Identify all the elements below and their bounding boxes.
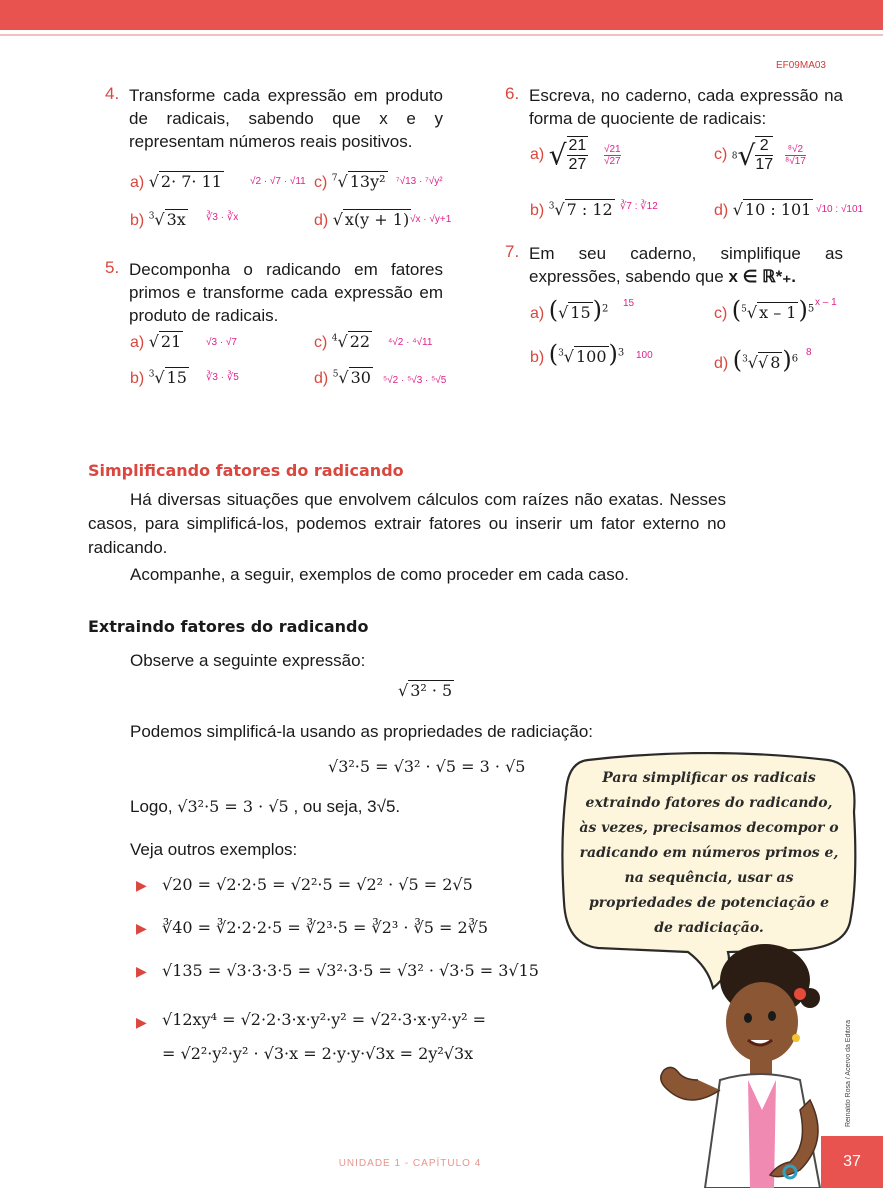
radicand: 2· 7· 11 [160, 172, 222, 191]
ex5-answer-d: ⁵√2 · ⁵√3 · ⁵√5 [383, 375, 447, 386]
teacher-icon [650, 940, 850, 1188]
answer-denominator: ⁸√17 [785, 156, 806, 167]
bullet-arrow-icon: ▶ [136, 920, 147, 936]
top-banner [0, 0, 883, 30]
radicand: x – 1 [759, 303, 797, 322]
ex4-answer-a: √2 · √7 · √11 [250, 176, 306, 187]
radicand: 8 [770, 353, 781, 372]
numerator: 21 [568, 137, 587, 154]
root-index: 4 [331, 333, 338, 344]
root-index: 3 [148, 211, 155, 222]
podemos-text: Podemos simplificá-la usando as propriedades de radiciação: [130, 722, 594, 741]
item-label: b) [130, 212, 145, 229]
radicand: 3² · 5 [410, 681, 453, 700]
logo-suffix: , ou seja, 3√5. [293, 797, 401, 816]
teacher-illustration [650, 940, 850, 1188]
item-label: d) [714, 355, 729, 372]
ex5-item-a: a) √ 21 [130, 332, 182, 351]
exercise-text [529, 242, 843, 288]
exercise-7 [505, 242, 845, 292]
denominator: 17 [755, 156, 774, 173]
ex4-answer-b: ∛3 · ∛x [206, 212, 239, 223]
item-label: a) [130, 174, 145, 191]
example-4-line-2: = √2²·y²·y² · √3·x = 2·y·y·√3x = 2y²√3x [162, 1044, 474, 1063]
ex7-item-d: d) ($^3$√√ 8)$^6$ [714, 346, 799, 374]
page-number: 37 [843, 1153, 861, 1170]
item-label: a) [530, 305, 545, 322]
radicand: 15 [570, 303, 591, 322]
exercise-text: Decomponha o radicando em fatores primos e transforme cada expressão em produto de radicais. [129, 260, 443, 325]
answer-numerator: √21 [604, 144, 621, 155]
radicand: 22 [349, 332, 371, 351]
root-index: 3 [558, 348, 564, 359]
ex7-answer-d: 8 [806, 347, 812, 358]
item-label: b) [130, 370, 145, 387]
item-label: c) [314, 334, 328, 351]
ex6-answer-c [785, 144, 806, 167]
item-label: b) [530, 349, 545, 366]
logo-expression: √3²·5 = 3 · √5 [177, 797, 289, 816]
ex5-answer-a: √3 · √7 [206, 337, 237, 348]
simplification-chain: √3²·5 = √3² · √5 = 3 · √5 [328, 757, 526, 776]
observe-text: Observe a seguinte expressão: [130, 651, 366, 670]
example-4-line-1: √12xy⁴ = √2·2·3·x·y²·y² = √2²·3·x·y²·y² = [162, 1010, 487, 1029]
radicand: x(y + 1) [344, 210, 410, 229]
ex6-item-b: b) $^3$√ 7 : 12 [530, 200, 613, 219]
speech-bubble-text: Para simplificar os radicais extraindo fatores do radicando, às vezes, precisamos decompor o radicando em números primos e, na sequência, usar as propriedades de potenciação e de radiciação. [579, 770, 839, 936]
radicand: 15 [166, 368, 187, 387]
radicand: 7 : 12 [566, 200, 613, 219]
item-label: b) [530, 202, 545, 219]
root-index: 3 [742, 354, 748, 365]
item-label: c) [714, 305, 728, 322]
ex6-item-c: c) $^8$√ $\frac{2}{17}$ [714, 137, 774, 173]
logo-line [130, 795, 400, 819]
ex4-item-c: c) $^7$√ 13y² [314, 172, 386, 191]
ex7-item-a: a) (√ 15)$^2$ [530, 296, 609, 324]
radicand: 100 [576, 347, 607, 366]
root-index: 3 [148, 369, 155, 380]
ex4-answer-c: ⁷√13 · ⁷√y² [396, 176, 443, 187]
section-paragraph-1: Há diversas situações que envolvem cálculos com raízes não exatas. Nesses casos, para simplificá-los, podemos extrair fatores ou inserir um fator externo no radicando. [88, 490, 726, 557]
item-label: d) [314, 212, 329, 229]
section-title: Simplificando fatores do radicando [88, 461, 404, 480]
item-label: d) [314, 370, 329, 387]
ex6-answer-b: ∛7 : ∛12 [620, 201, 658, 212]
radicand: 21 [160, 332, 182, 351]
ex4-item-a: a) √ 2· 7· 11 [130, 172, 222, 191]
exponent: 6 [791, 353, 799, 365]
exercise-text: Escreva, no caderno, cada expressão na forma de quociente de radicais: [529, 86, 843, 128]
example-3: √135 = √3·3·3·5 = √3²·3·5 = √3² · √3·5 = 3√15 [162, 961, 539, 980]
example-1: √20 = √2·2·5 = √2²·5 = √2² · √5 = 2√5 [162, 875, 473, 894]
ex4-item-d: d) √ x(y + 1) [314, 210, 410, 229]
item-label: a) [530, 146, 545, 164]
radicand: 30 [350, 368, 371, 387]
ex5-answer-b: ∛3 · ∛5 [206, 372, 239, 383]
ex6-item-a: a) √ $\frac{21}{27}$ [530, 137, 587, 173]
subsection-title: Extraindo fatores do radicando [88, 617, 369, 636]
root-index: 5 [332, 369, 339, 380]
section-paragraph-2: Acompanhe, a seguir, exemplos de como proceder em cada caso. [130, 565, 629, 584]
bullet-arrow-icon: ▶ [136, 1014, 147, 1030]
exercise-number: 7. [505, 242, 520, 261]
radicand: 13y² [349, 172, 386, 191]
ex6-answer-a [604, 144, 621, 167]
ex7-item-c: c) ($^5$√ x – 1)$^5$ [714, 296, 815, 324]
ex4-answer-d: √x · √y+1 [410, 214, 452, 225]
radicand: 3x [166, 210, 186, 229]
item-label: c) [714, 146, 728, 164]
exercise-text: Transforme cada expressão em produto de radicais, sabendo que x e y representam números reais positivos. [129, 86, 443, 151]
answer-numerator: ⁸√2 [785, 144, 806, 156]
veja-text: Veja outros exemplos: [130, 840, 298, 859]
exponent: 3 [617, 347, 625, 359]
example-2: ∛40 = ∛2·2·2·5 = ∛2³·5 = ∛2³ · ∛5 = 2∛5 [162, 918, 489, 937]
skill-code: EF09MA03 [775, 60, 826, 71]
exercise-number: 6. [505, 84, 520, 103]
root-index: 5 [741, 304, 747, 315]
exercise-number: 4. [105, 84, 120, 103]
logo-prefix: Logo, [130, 797, 173, 816]
root-index: 8 [731, 151, 738, 162]
exercise-body: Em seu caderno, simplifique as expressões, sabendo que [529, 244, 843, 286]
answer-denominator: √27 [604, 156, 621, 167]
ex7-answer-c: x – 1 [815, 297, 837, 308]
top-divider [0, 34, 883, 36]
item-label: c) [314, 174, 328, 191]
ex4-item-b: b) $^3$√ 3x [130, 210, 186, 229]
exercise-number: 5. [105, 258, 120, 277]
exponent: 2 [602, 303, 609, 315]
ex7-item-b: b) ($^3$√ 100)$^3$ [530, 340, 625, 368]
root-index: 7 [331, 173, 338, 184]
ex5-item-d: d) $^5$√ 30 [314, 368, 371, 387]
item-label: a) [130, 334, 145, 351]
exponent: 5 [807, 303, 815, 315]
bullet-arrow-icon: ▶ [136, 963, 147, 979]
ex5-item-c: c) $^4$√ 22 [314, 332, 371, 351]
denominator: 27 [568, 156, 587, 173]
ex7-answer-a: 15 [623, 298, 635, 309]
illustration-credit: Reinaldo Rosa / Acervo da Editora [845, 1020, 852, 1128]
footer-unit: UNIDADE 1 - CAPÍTULO 4 [338, 1158, 482, 1169]
ex5-item-b: b) $^3$√ 15 [130, 368, 187, 387]
radicand: 10 : 101 [744, 200, 812, 219]
condition: x ∈ ℝ*₊. [728, 267, 796, 286]
example-expression: √ 3² · 5 [398, 681, 453, 700]
ex7-answer-b: 100 [636, 350, 653, 361]
ex5-answer-c: ⁴√2 · ⁴√11 [388, 337, 433, 348]
bullet-arrow-icon: ▶ [136, 877, 147, 893]
ex6-item-d: d) √ 10 : 101 [714, 200, 812, 219]
ex6-answer-d: √10 : √101 [816, 204, 864, 215]
numerator: 2 [755, 137, 773, 156]
item-label: d) [714, 202, 729, 219]
root-index: 3 [548, 201, 555, 212]
